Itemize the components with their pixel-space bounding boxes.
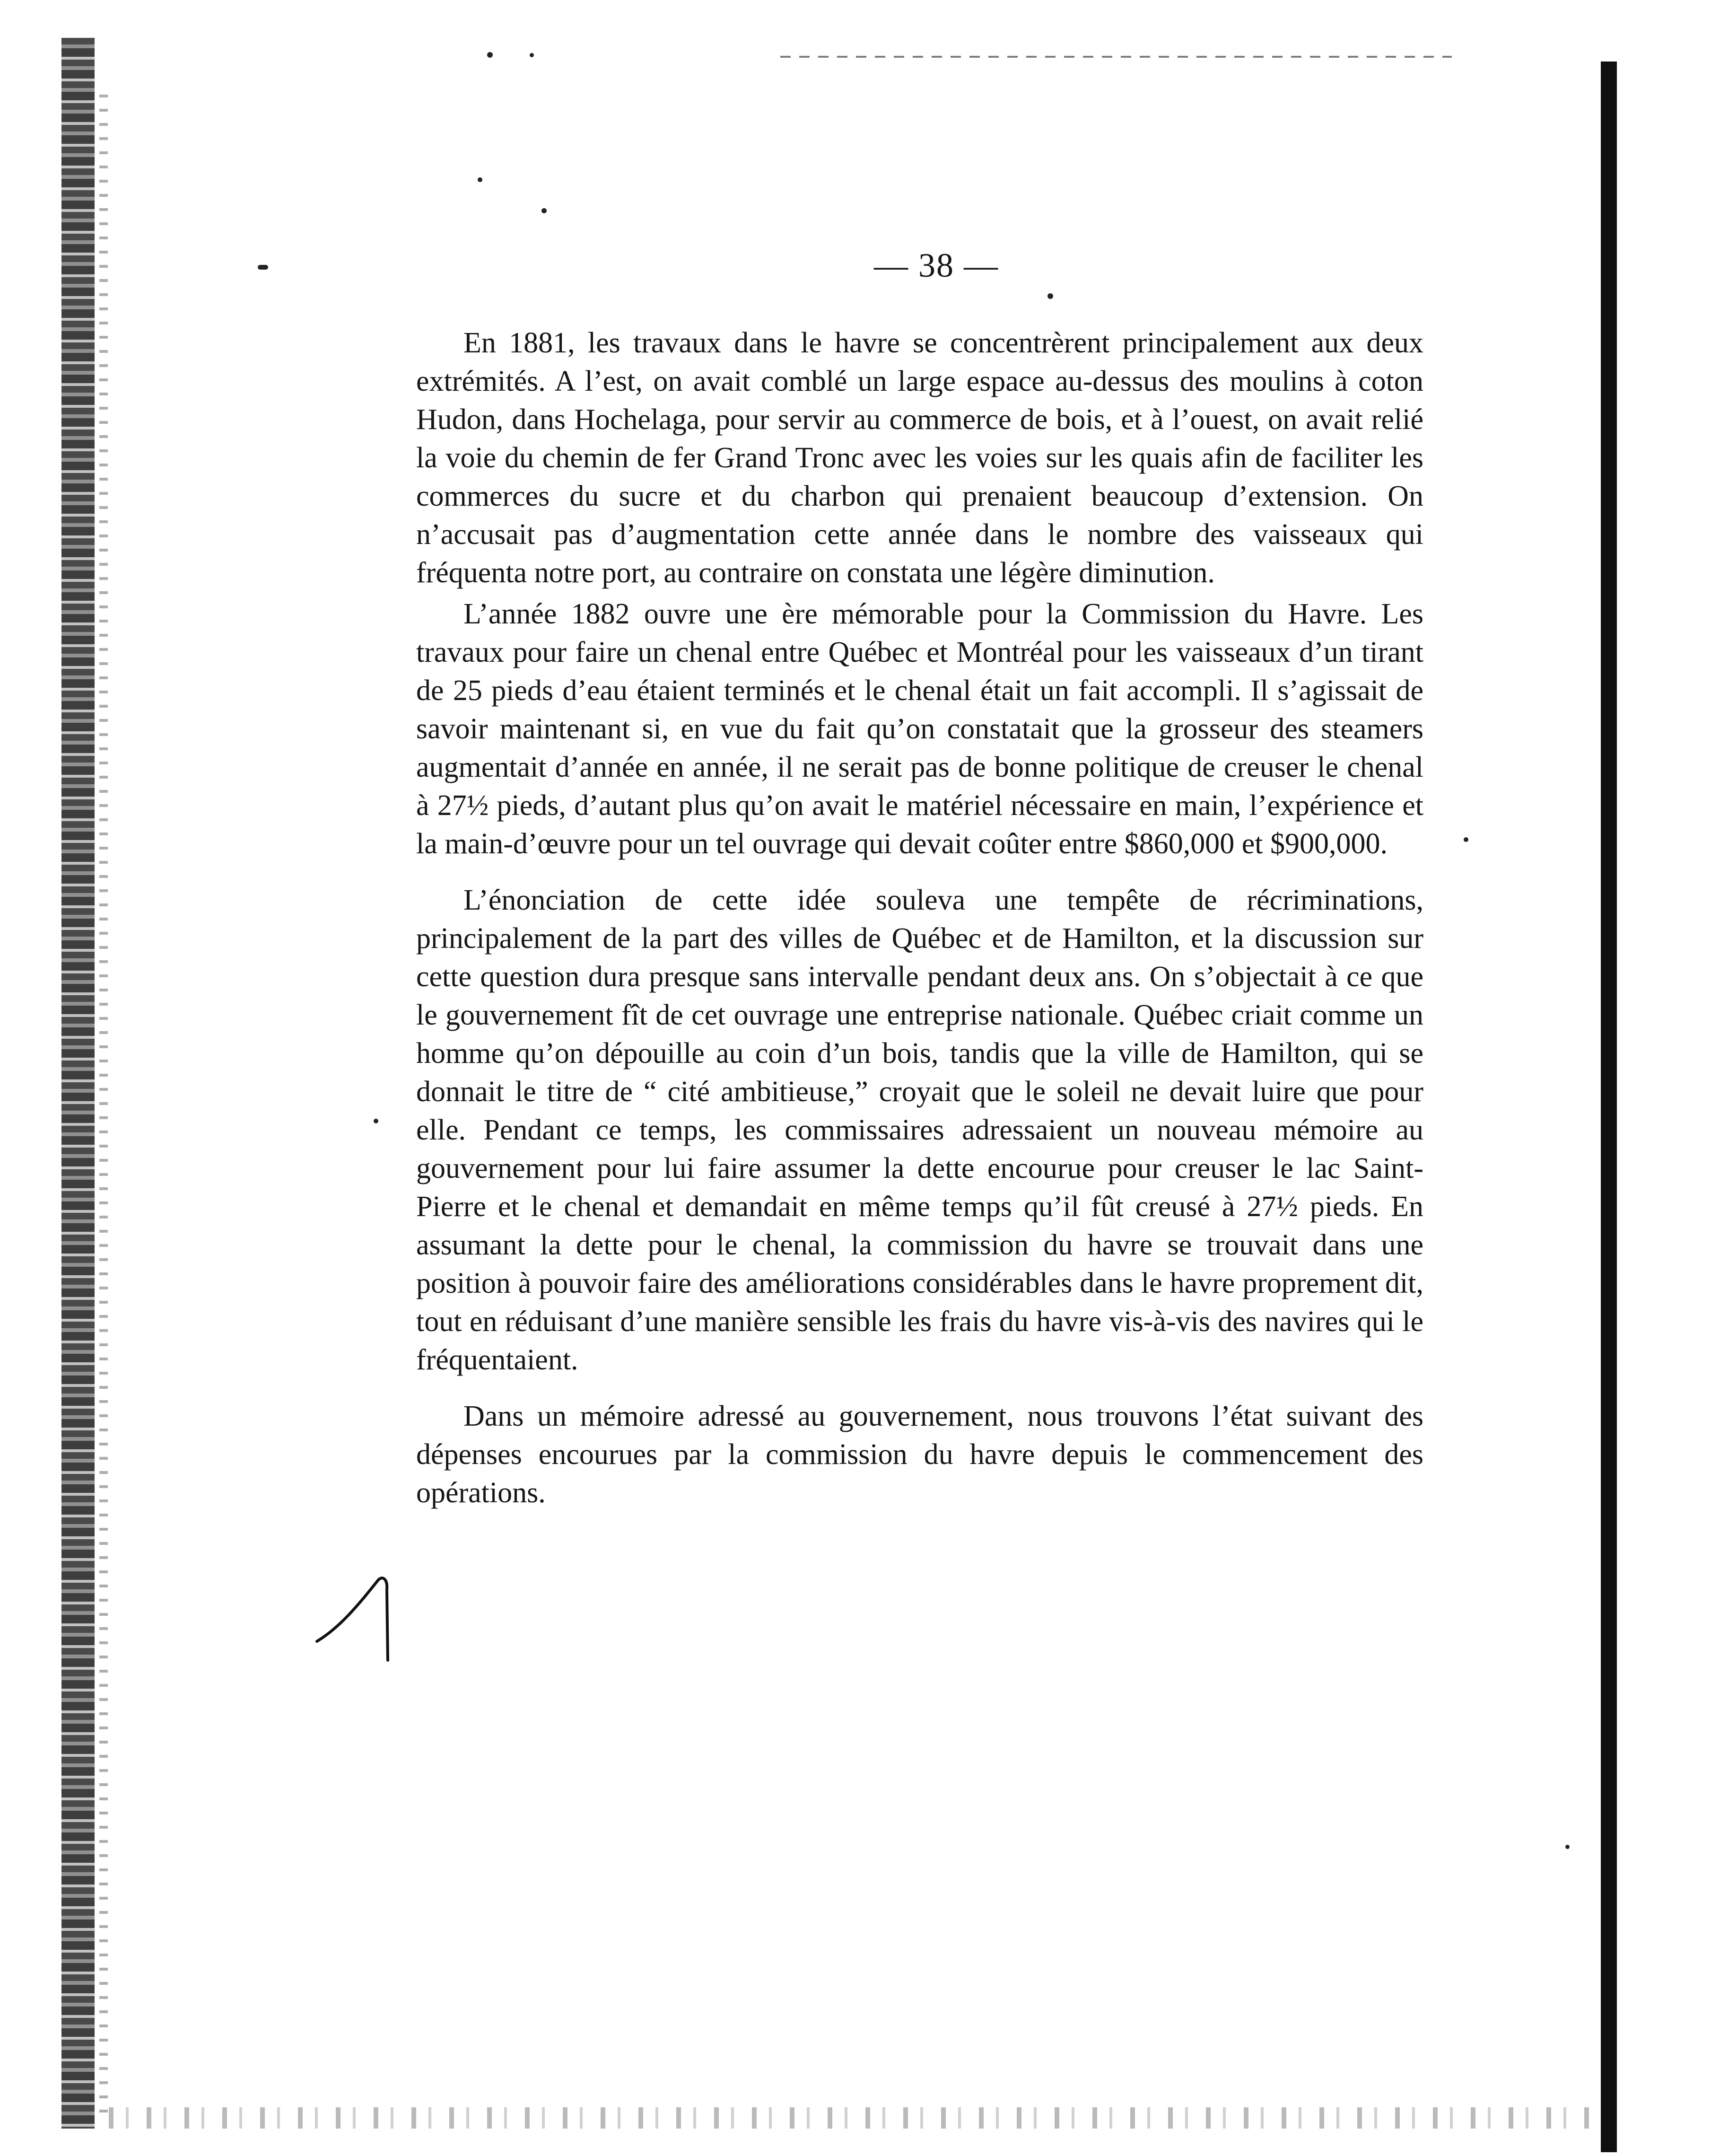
- scan-speck: [1047, 293, 1053, 299]
- handwritten-margin-mark: [312, 1561, 407, 1665]
- paragraph-1882: L’année 1882 ouvre une ère mémorable pour la Commission du Havre. Les travaux pour faire un chenal entre Québec et Montréal pour les vaisseaux d’un tirant de 25 pieds d’eau étaient terminés et le chenal était un fait accompli. Il s’agissait de savoir maintenant si, en vue du fait qu’on constatait que la grosseur des steamers augmentait d’année en année, il ne serait pas de bonne politique de creuser le chenal à 27½ pieds, d’autant plus qu’on avait le matériel nécessaire en main, l’expérience et la main-d’œuvre pour un tel ouvrage qui devait coûter entre $860,000 et $900,000.: [416, 598, 1423, 860]
- paragraph-recriminations: L’énonciation de cette idée souleva une tempête de récriminations, principalement de la part des villes de Québec et de Hamilton, et la discussion sur cette question dura presque sans intervalle pendant deux ans. On s’objectait à ce que le gouvernement fît de cet ouvrage une entreprise nationale. Québec criait comme un homme qu’on dépouille au coin d’un bois, tandis que la ville de Hamilton, qui se donnait le titre de “ cité ambitieuse,” croyait que le soleil ne devait luire que pour elle. Pendant ce temps, les commissaires adressaient un nouveau mémoire au gouvernement pour lui faire assumer la dette encourue pour creuser le lac Saint-Pierre et le chenal et demandait en même temps qu’il fût creusé à 27½ pieds. En assumant la dette pour le chenal, la commission du havre se trouvait dans une position à pouvoir faire des améliorations considérables dans le havre proprement dit, tout en réduisant d’une manière sensible les frais du havre vis-à-vis des navires qui le fréquentaient.: [416, 884, 1423, 1376]
- bottom-edge-noise: [109, 2107, 1598, 2129]
- left-edge-noise: [99, 95, 108, 2119]
- scan-speck: [258, 265, 268, 270]
- body-text: [416, 324, 1423, 1512]
- paragraph-1881: En 1881, les travaux dans le havre se concentrèrent principalement aux deux extrémités. A l’est, on avait comblé un large espace au-dessus des moulins à coton Hudon, dans Hochelaga, pour servir au commerce de bois, et à l’ouest, on avait relié la voie du chemin de fer Grand Tronc avec les voies sur les quais afin de faciliter les commerces du sucre et du charbon qui prenaient beaucoup d’extension. On n’accusait pas d’augmentation cette année dans le nombre des vaisseaux qui fréquenta notre port, au contraire on constata une légère diminution.: [416, 327, 1423, 589]
- scan-speck: [541, 208, 547, 213]
- page-number: — 38 —: [874, 246, 999, 284]
- scan-speck: [1565, 1845, 1570, 1849]
- scan-speck: [530, 53, 534, 57]
- top-edge-noise: [780, 56, 1452, 58]
- scan-speck: [374, 1119, 378, 1123]
- paragraph-memoire: Dans un mémoire adressé au gouvernement, nous trouvons l’état suivant des dépenses encourues par la commission du havre depuis le commencement des opérations.: [416, 1400, 1423, 1509]
- scan-speck: [487, 52, 493, 58]
- right-page-edge: [1601, 61, 1617, 2152]
- scan-speck: [1464, 837, 1468, 842]
- left-binding-edge: [61, 38, 95, 2129]
- scan-speck: [478, 177, 482, 182]
